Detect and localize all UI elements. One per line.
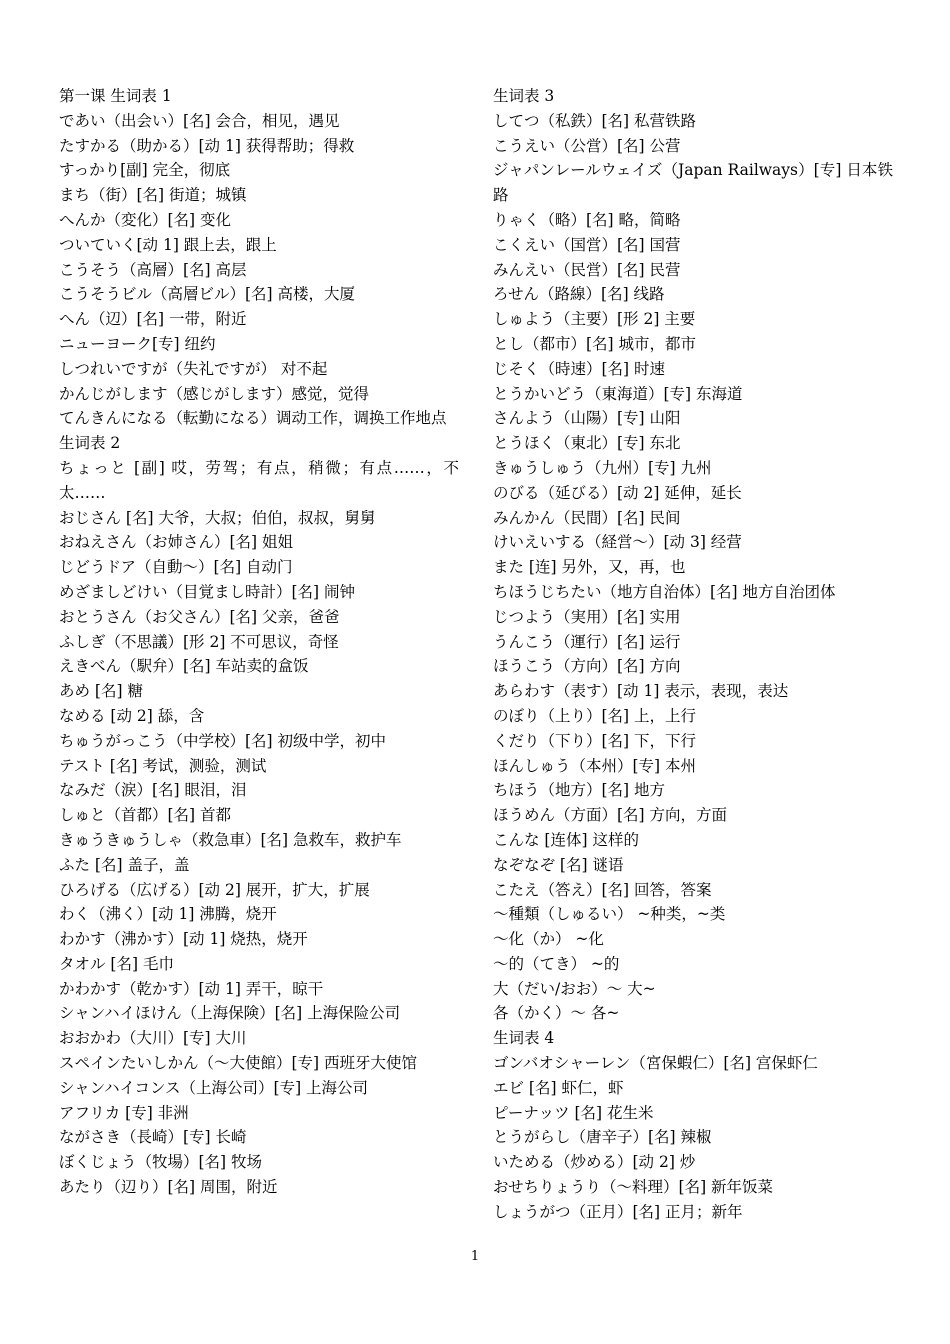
vocab-entry: けいえいする（経営～）[动 3] 经营: [493, 533, 742, 552]
vocab-entry: ゴンバオシャーレン（宮保蝦仁）[名] 宫保虾仁: [493, 1054, 818, 1073]
vocab-entry: ～化（か） ~化: [493, 930, 604, 949]
vocab-entry: ジャパンレールウェイズ（Japan Railways）[专] 日本铁路: [493, 161, 893, 205]
vocab-entry: こんな [连体] 这样的: [493, 830, 639, 849]
vocab-entry: ～的（てき） ~的: [493, 954, 620, 973]
vocab-entry: たすかる（助かる）[动 1] 获得帮助；得救: [59, 136, 355, 155]
section-heading: 生词表 2: [59, 434, 121, 453]
vocab-entry: じそく（時速）[名] 时速: [493, 359, 666, 378]
vocab-entry: うんこう（運行）[名] 运行: [493, 632, 681, 651]
vocab-entry: ふしぎ（不思議）[形 2] 不可思议，奇怪: [59, 632, 339, 651]
vocab-entry: のぼり（上り）[名] 上，上行: [493, 706, 697, 725]
vocab-entry: また [连] 另外，又，再，也: [493, 558, 686, 577]
vocab-entry: ほうこう（方向）[名] 方向: [493, 657, 681, 676]
vocab-entry: ニューヨーク[专] 纽约: [59, 334, 216, 353]
vocab-entry: しつれいですが（失礼ですが） 对不起: [59, 359, 328, 378]
vocab-entry: ちほう（地方）[名] 地方: [493, 781, 666, 800]
vocab-entry: ふた [名] 盖子，盖: [59, 855, 190, 874]
vocab-entry: アフリカ [专] 非洲: [59, 1103, 189, 1122]
vocab-entry: じつよう（実用）[名] 实用: [493, 607, 681, 626]
vocab-entry: あらわす（表す）[动 1] 表示，表现，表达: [493, 682, 789, 701]
vocab-entry: こうそうビル（高層ビル）[名] 高楼，大厦: [59, 285, 356, 304]
vocab-entry: ちほうじちたい（地方自治体）[名] 地方自治团体: [493, 582, 836, 601]
vocab-entry: ほんしゅう（本州）[专] 本州: [493, 756, 697, 775]
vocab-entry: わかす（沸かす）[动 1] 烧热，烧开: [59, 930, 308, 949]
vocab-entry: あめ [名] 糖: [59, 682, 143, 701]
vocab-entry: ながさき（長崎）[专] 长崎: [59, 1128, 247, 1147]
vocab-entry: おとうさん（お父さん）[名] 父亲，爸爸: [59, 607, 340, 626]
vocab-entry: ちょっと [副] 哎，劳驾；有点，稍微；有点……，不太……: [59, 458, 459, 502]
vocab-entry: あたり（辺り）[名] 周围，附近: [59, 1178, 278, 1197]
vocab-entry: ぼくじょう（牧場）[名] 牧场: [59, 1153, 263, 1172]
vocab-entry: のびる（延びる）[动 2] 延伸，延长: [493, 483, 742, 502]
vocab-entry: テスト [名] 考试，测验，测试: [59, 756, 267, 775]
vocab-entry: なみだ（涙）[名] 眼泪，泪: [59, 781, 247, 800]
vocab-entry: ほうめん（方面）[名] 方向，方面: [493, 806, 728, 825]
vocab-entry: スペインたいしかん（～大使館）[专] 西班牙大使馆: [59, 1054, 418, 1073]
vocab-entry: かんじがします（感じがします）感觉，觉得: [59, 384, 370, 403]
vocab-entry: であい（出会い）[名] 会合，相见，遇见: [59, 111, 340, 130]
vocab-entry: とうほく（東北）[专] 东北: [493, 434, 681, 453]
vocab-entry: なぞなぞ [名] 谜语: [493, 855, 624, 874]
vocab-entry: おじさん [名] 大爷，大叔；伯伯，叔叔，舅舅: [59, 508, 376, 527]
vocab-entry: おせちりょうり（～料理）[名] 新年饭菜: [493, 1178, 774, 1197]
page-number: 1: [470, 1249, 480, 1264]
lesson-heading: 第一课 生词表 1: [59, 87, 172, 105]
vocab-entry: しゅと（首都）[名] 首都: [59, 806, 232, 825]
vocab-entry: こうえい（公営）[名] 公营: [493, 136, 681, 155]
vocab-entry: てんきんになる（転勤になる）调动工作，调换工作地点: [59, 409, 447, 428]
left-column: [59, 84, 459, 1200]
vocab-entry: とうかいどう（東海道）[专] 东海道: [493, 384, 743, 403]
vocab-entry: してつ（私鉄）[名] 私营铁路: [493, 111, 697, 130]
vocab-entry: とし（都市）[名] 城市，都市: [493, 334, 697, 353]
vocab-entry: しゅよう（主要）[形 2] 主要: [493, 310, 696, 329]
vocab-entry: きゅうしゅう（九州）[专] 九州: [493, 458, 712, 477]
vocab-entry: かわかす（乾かす）[动 1] 弄干，晾干: [59, 979, 324, 998]
vocab-entry: おねえさん（お姉さん）[名] 姐姐: [59, 533, 294, 552]
vocab-entry: こたえ（答え）[名] 回答，答案: [493, 880, 712, 899]
vocab-entry: シャンハイコンス（上海公司）[专] 上海公司: [59, 1078, 369, 1097]
vocab-entry: いためる（炒める）[动 2] 炒: [493, 1153, 696, 1172]
section-heading: 生词表 4: [493, 1029, 555, 1048]
vocab-entry: さんよう（山陽）[专] 山阳: [493, 409, 681, 428]
right-column: [493, 84, 893, 1225]
vocab-entry: くだり（下り）[名] 下，下行: [493, 731, 697, 750]
vocab-entry: へんか（変化）[名] 变化: [59, 210, 232, 229]
vocab-entry: わく（沸く）[动 1] 沸腾，烧开: [59, 905, 277, 924]
vocab-entry: 大（だい/おお）～ 大~: [493, 979, 656, 998]
vocab-entry: おおかわ（大川）[专] 大川: [59, 1029, 247, 1048]
vocab-entry: ろせん（路線）[名] 线路: [493, 285, 665, 304]
vocab-entry: きゅうきゅうしゃ（救急車）[名] 急救车，救护车: [59, 830, 402, 849]
vocab-entry: こうそう（高層）[名] 高层: [59, 260, 247, 279]
vocab-entry: ちゅうがっこう（中学校）[名] 初级中学，初中: [59, 731, 387, 750]
vocab-entry: なめる [动 2] 舔，含: [59, 706, 205, 725]
vocab-entry: ついていく[动 1] 跟上去，跟上: [59, 235, 277, 254]
vocab-entry: えきべん（駅弁）[名] 车站卖的盒饭: [59, 657, 309, 676]
vocab-entry: みんえい（民営）[名] 民营: [493, 260, 681, 279]
vocab-entry: ピーナッツ [名] 花生米: [493, 1103, 654, 1122]
vocab-entry: エビ [名] 虾仁，虾: [493, 1078, 624, 1097]
vocab-entry: みんかん（民間）[名] 民间: [493, 508, 681, 527]
vocab-entry: めざましどけい（目覚まし時計）[名] 闹钟: [59, 582, 356, 601]
vocab-entry: りゃく（略）[名] 略，简略: [493, 210, 681, 229]
vocab-entry: じどうドア（自動～）[名] 自动门: [59, 558, 293, 577]
vocab-entry: まち（街）[名] 街道；城镇: [59, 186, 247, 205]
vocab-entry: こくえい（国営）[名] 国营: [493, 235, 681, 254]
section-heading: 生词表 3: [493, 87, 555, 105]
vocab-entry: ひろげる（広げる）[动 2] 展开，扩大，扩展: [59, 880, 370, 899]
vocab-entry: とうがらし（唐辛子）[名] 辣椒: [493, 1128, 712, 1147]
vocab-entry: しょうがつ（正月）[名] 正月；新年: [493, 1202, 743, 1221]
vocab-entry: 各（かく）～ 各~: [493, 1004, 620, 1023]
vocab-entry: タオル [名] 毛巾: [59, 954, 174, 973]
vocab-entry: シャンハイほけん（上海保険）[名] 上海保险公司: [59, 1004, 401, 1023]
vocab-entry: へん（辺）[名] 一带，附近: [59, 310, 247, 329]
vocab-entry: ～種類（しゅるい） ~种类，~类: [493, 905, 726, 924]
vocab-entry: すっかり[副] 完全，彻底: [59, 161, 231, 180]
